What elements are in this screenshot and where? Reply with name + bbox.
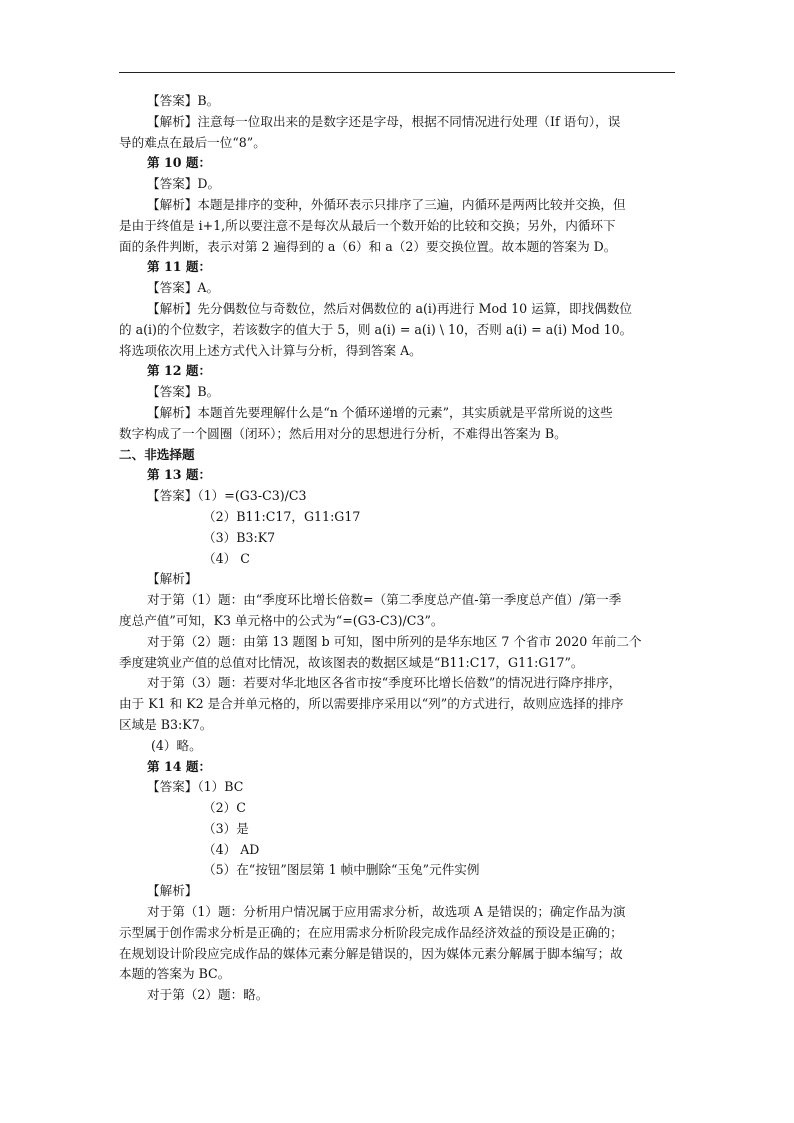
text-line-ans11: 【答案】A。 <box>147 280 220 296</box>
text-line-ans13d: （4） C <box>203 550 250 566</box>
text-line-ans13b: （2）B11:C17，G11:G17 <box>203 508 361 524</box>
header-rule <box>119 72 675 73</box>
text-line-ana13_4: (4）略。 <box>147 737 202 753</box>
text-line-ans9: 【答案】B。 <box>147 93 220 108</box>
text-line-ana14_1a: 对于第（1）题：分析用户情况属于应用需求分析，故选项 A 是错误的；确定作品为演 <box>147 904 626 920</box>
text-line-ana14_1d: 本题的答案为 BC。 <box>119 966 231 982</box>
text-line-ana13_1a: 对于第（1）题：由“季度环比增长倍数=（第二季度总产值-第一季度总产值）/第一季 <box>147 592 622 608</box>
text-line-ana13_1b: 度总产值”可知，K3 单元格中的公式为“=(G3-C3)/C3”。 <box>119 612 444 628</box>
text-line-ana11a: 【解析】先分偶数位与奇数位，然后对偶数位的 a(i)再进行 Mod 10 运算，即找偶数位 <box>147 300 632 316</box>
text-line-ana10c: 面的条件判断，表示对第 2 遍得到的 a（6）和 a（2）要交换位置。故本题的答案为 D。 <box>119 238 617 254</box>
text-line-ana13_3a: 对于第（3）题：若要对华北地区各省市按“季度环比增长倍数”的情况进行降序排序， <box>147 675 622 691</box>
text-line-ans14e: （5）在“按钮”图层第 1 帧中删除“玉兔”元件实例 <box>203 862 480 878</box>
text-line-ana13_2a: 对于第（2）题：由第 13 题图 b 可知，图中所列的是华东地区 7 个省市 2020 年前二个 <box>147 633 642 649</box>
text-line-ans12: 【答案】B。 <box>147 384 220 400</box>
text-line-q10: 第 10 题： <box>147 155 212 171</box>
text-line-ans13c: （3）B3:K7 <box>203 529 276 545</box>
text-line-ans14c: （3）是 <box>203 820 249 836</box>
text-line-ana14_1b: 示型属于创作需求分析是正确的；在应用需求分析阶段完成作品经济效益的预设是正确的； <box>119 924 623 940</box>
text-line-ana13_2b: 季度建筑业产值的总值对比情况，故该图表的数据区域是“B11:C17，G11:G17”。 <box>119 654 584 670</box>
text-line-ans14d: （4） AD <box>203 841 260 857</box>
text-line-ana13_3b: 由于 K1 和 K2 是合并单元格的，所以需要排序采用以“列”的方式进行，故则应选择的排序 <box>119 696 624 712</box>
text-line-q11: 第 11 题： <box>147 259 212 275</box>
text-line-ans14a: 【答案】（1）BC <box>147 779 244 795</box>
text-line-ana13_3c: 区域是 B3:K7。 <box>119 716 213 732</box>
text-line-ana12b: 数字构成了一个圆圈（闭环）；然后用对分的思想进行分析，不难得出答案为 B。 <box>119 425 567 441</box>
text-line-ans13a: 【答案】（1）=(G3-C3)/C3 <box>147 488 307 504</box>
text-line-ana13: 【解析】 <box>147 571 198 587</box>
text-line-ana10b: 是由于终值是 i+1,所以要注意不是每次从最后一个数开始的比较和交换；另外，内循环下 <box>119 217 616 233</box>
text-line-ans14b: （2）C <box>203 800 246 816</box>
answer-document-body <box>119 91 675 1006</box>
text-line-sec2: 二、非选择题 <box>119 446 195 462</box>
text-line-ans10: 【答案】D。 <box>147 176 221 192</box>
text-line-ana12a: 【解析】本题首先要理解什么是“n 个循环递增的元素”，其实质就是平常所说的这些 <box>147 404 613 420</box>
text-line-ana11c: 将选项依次用上述方式代入计算与分析，得到答案 A。 <box>119 342 422 358</box>
text-line-ana10a: 【解析】本题是排序的变种，外循环表示只排序了三遍，内循环是两两比较并交换，但 <box>147 196 626 212</box>
text-line-q14: 第 14 题： <box>147 758 212 774</box>
text-line-ana14_1c: 在规划设计阶段应完成作品的媒体元素分解是错误的，因为媒体元素分解属于脚本编写；故 <box>119 945 623 961</box>
text-line-ana9b: 导的难点在最后一位“8”。 <box>119 134 266 150</box>
text-line-ana14_2: 对于第（2）题：略。 <box>147 987 269 1003</box>
text-line-q12: 第 12 题： <box>147 363 212 379</box>
text-line-ana9a: 【解析】注意每一位取出来的是数字还是字母，根据不同情况进行处理（If 语句），误 <box>147 113 621 129</box>
text-line-ana11b: 的 a(i)的个位数字，若该数字的值大于 5，则 a(i) = a(i) \ 10，否则 a(i) = a(i) Mod 10。 <box>119 321 633 337</box>
text-line-ana14: 【解析】 <box>147 883 198 899</box>
text-line-q13: 第 13 题： <box>147 467 212 483</box>
